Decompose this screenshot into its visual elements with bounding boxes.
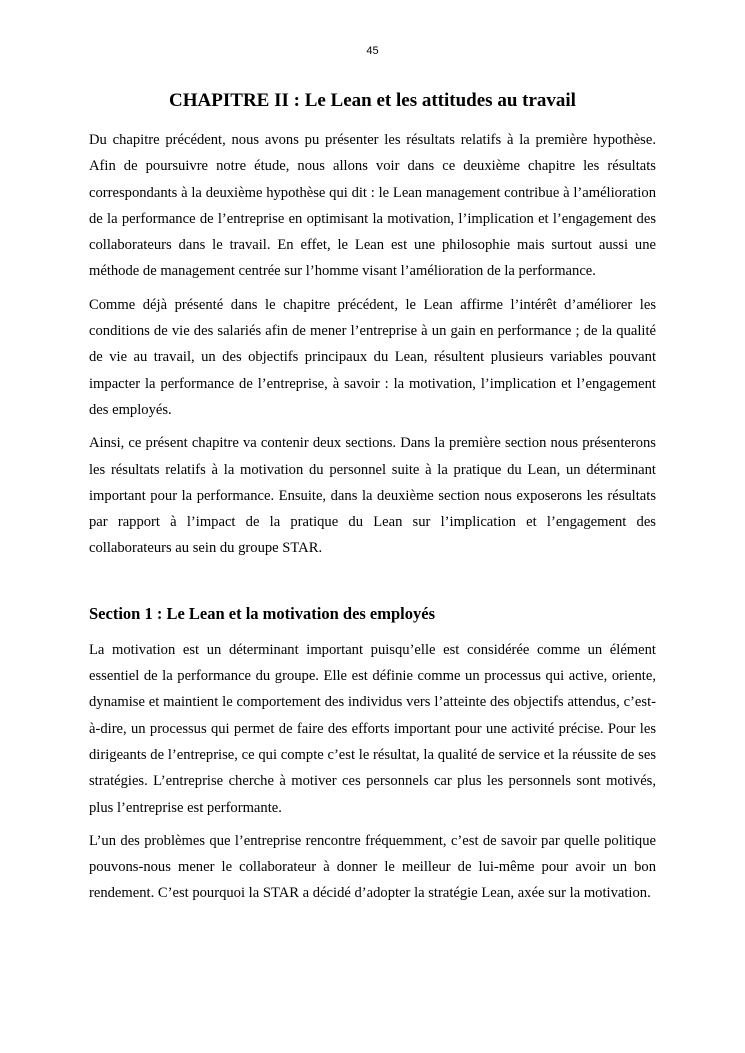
intro-paragraph-2: Comme déjà présenté dans le chapitre précédent, le Lean affirme l’intérêt d’améliorer les conditions de vie des salariés afin de mener l’entreprise à un gain en performance ; de la qualité de vie au travail, un des objectifs principaux du Lean, résultent plusieurs variables pouvant impacter la performance de l’entreprise, à savoir : la motivation, l’implication et l’engagement des employés. [89, 296, 656, 418]
intro-paragraph-3: Ainsi, ce présent chapitre va contenir deux sections. Dans la première section nous présenterons les résultats relatifs à la motivation du personnel suite à la pratique du Lean, un déterminant important pour la performance. Ensuite, dans la deuxième section nous exposerons les résultats par rapport à l’impact de la pratique du Lean sur l’implication et l’engagement des collaborateurs au sein du groupe STAR. [89, 435, 656, 557]
page-body [89, 89, 656, 914]
chapter-title: CHAPITRE II : Le Lean et les attitudes au travail [169, 90, 576, 111]
page-number: 45 [366, 45, 379, 57]
section-title: Section 1 : Le Lean et la motivation des employés [89, 603, 436, 623]
section-paragraph-1: La motivation est un déterminant important puisqu’elle est considérée comme un élément essentiel de la performance du groupe. Elle est définie comme un processus qui active, oriente, dynamise et maintient le comportement des individus vers l’atteinte des objectifs attendus, c’est-à-dire, un processus qui permet de faire des efforts important pour une activité précise. Pour les dirigeants de l’entreprise, ce qui compte c’est le résultat, la qualité de service et la réussite de ses stratégies. L’entreprise cherche à motiver ces personnels car plus les personnels sont motivés, plus l’entreprise est performante. [89, 641, 656, 816]
section-paragraph-2: L’un des problèmes que l’entreprise rencontre fréquemment, c’est de savoir par quelle politique pouvons-nous mener le collaborateur à donner le meilleur de lui-même pour avoir un bon rendement. C’est pourquoi la STAR a décidé d’adopter la stratégie Lean, axée sur la motivation. [89, 832, 656, 902]
intro-paragraph-1: Du chapitre précédent, nous avons pu présenter les résultats relatifs à la première hypothèse. Afin de poursuivre notre étude, nous allons voir dans ce deuxième chapitre les résultats correspondants à la deuxième hypothèse qui dit : le Lean management contribue à l’amélioration de la performance de l’entreprise en optimisant la motivation, l’implication et l’engagement des collaborateurs dans le travail. En effet, le Lean est une philosophie mais surtout aussi une méthode de management centrée sur l’homme visant l’amélioration de la performance. [89, 132, 656, 280]
